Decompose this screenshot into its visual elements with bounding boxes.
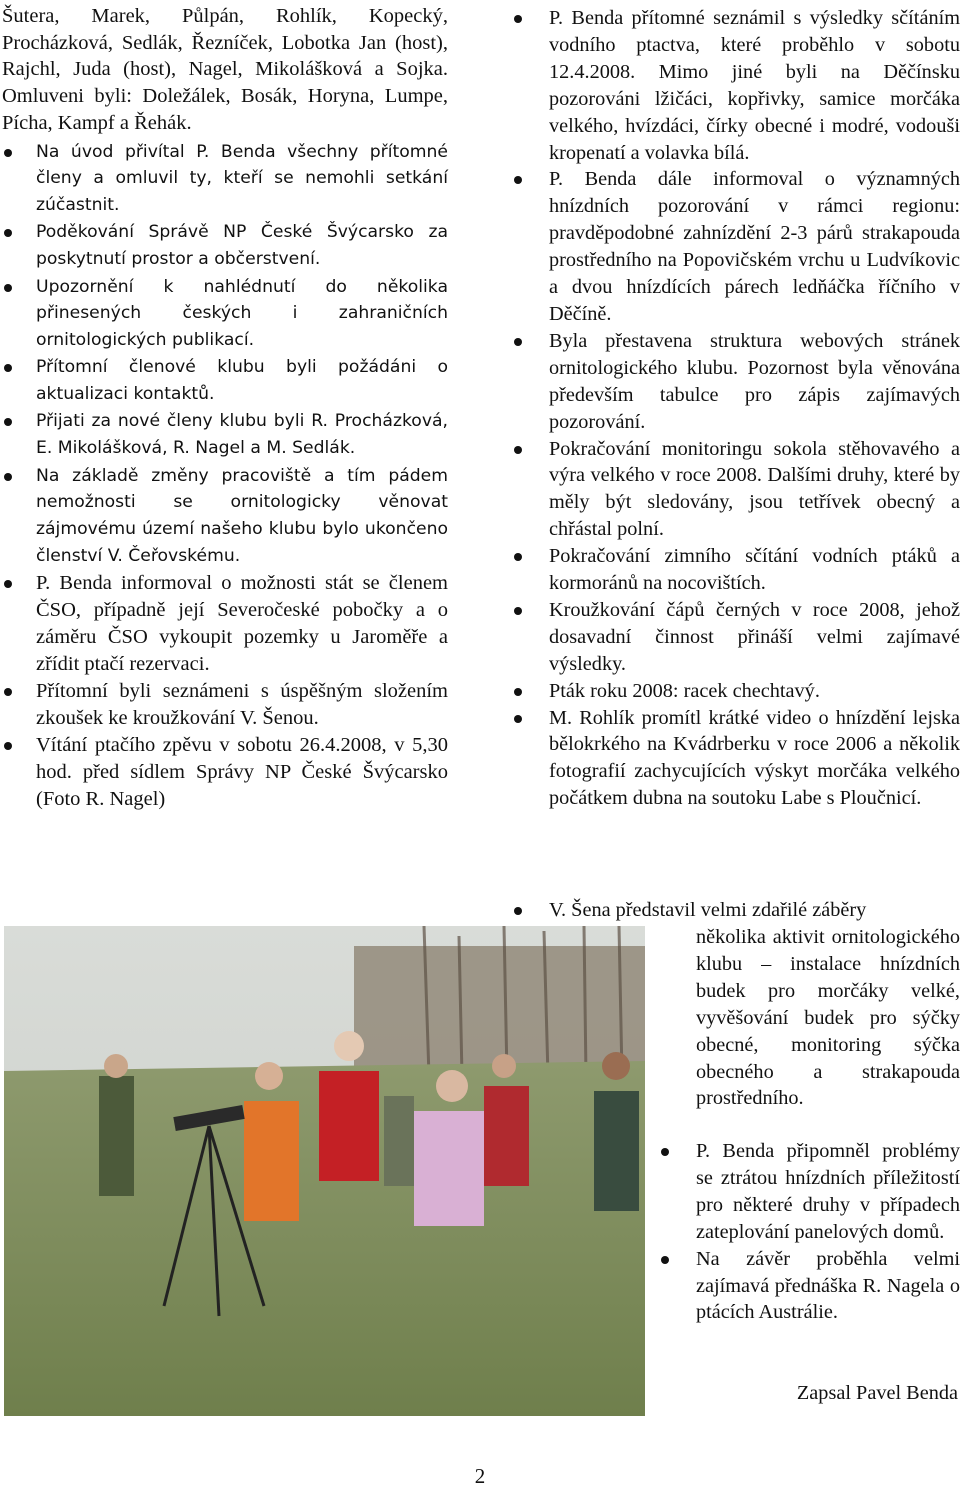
bullet-icon	[514, 176, 522, 184]
list-item: Na závěr proběhla velmi zajímavá přednáška R. Nagela o ptácích Austrálie.	[660, 1246, 960, 1327]
list-item: Kroužkování čápů černých v roce 2008, jehož dosavadní činnost přináší velmi zajímavé výsledky.	[513, 597, 960, 678]
right-bullet-list-3	[660, 1138, 960, 1326]
bullet-icon	[4, 473, 12, 481]
bullet-icon	[514, 715, 522, 723]
bullet-icon	[4, 229, 12, 237]
left-column	[2, 3, 448, 813]
bullet-icon	[4, 688, 12, 696]
list-item: P. Benda přítomné seznámil s výsledky sčítáním vodního ptactva, které proběhlo v sobotu 12.4.2008. Mimo jiné byli na Děčínsku pozorováni lžičáci, kopřivky, samice morčáka velkého, hvízdáci, čírky obecné i modré, vodouši kropenatí a volavka bílá.	[513, 5, 960, 166]
list-item: Přijati za nové členy klubu byli R. Procházková, E. Mikolášková, R. Nagel a M. Sedlák.	[2, 408, 448, 462]
list-item: Pokračování zimního sčítání vodních ptáků a kormoránů na nocovištích.	[513, 543, 960, 597]
bullet-icon	[514, 338, 522, 346]
bullet-icon	[4, 742, 12, 750]
list-item: V. Šena představil velmi zdařilé záběry	[513, 897, 960, 924]
signature-line: Zapsal Pavel Benda	[796, 1382, 958, 1404]
right-bullet-list-2	[513, 897, 960, 924]
bullet-icon	[4, 364, 12, 372]
list-item: Na základě změny pracoviště a tím pádem nemožnosti se ornitologicky věnovat zájmovému území našeho klubu bylo ukončeno členství V. Čeřovskému.	[2, 463, 448, 570]
attendance-paragraph: Šutera, Marek, Půlpán, Rohlík, Kopecký, Procházková, Sedlák, Řezníček, Lobotka Jan (host), Rajchl, Juda (host), Nagel, Mikolášková a Sojka. Omluveni byli: Doležálek, Bosák, Horyna, Lumpe, Pícha, Kampf a Řehák.	[2, 5, 448, 134]
right-bullet-list	[513, 5, 960, 812]
bullet-icon	[514, 446, 522, 454]
bullet-icon	[4, 418, 12, 426]
list-item: M. Rohlík promítl krátké video o hnízdění lejska bělokrkého na Kvádrberku v roce 2006 a několik fotografií zachycujících výskyt morčáka velkého počátkem dubna na soutoku Labe s Ploučnicí.	[513, 705, 960, 813]
list-item: P. Benda dále informoval o významných hnízdních pozorování v rámci regionu: pravděpodobné zahnízdění 2-3 párů strakapouda prostředního na Popovičském vrchu u Ludvíkovic a dvou hnízdících párech ledňáčka říčního v Děčíně.	[513, 166, 960, 327]
bullet-icon	[4, 284, 12, 292]
group-photo	[4, 926, 645, 1416]
bullet-icon	[514, 688, 522, 696]
right-column	[513, 5, 960, 812]
list-item: Pták roku 2008: racek chechtavý.	[513, 678, 960, 705]
bullet-icon	[514, 907, 522, 915]
list-item: Přítomní členové klubu byli požádáni o aktualizaci kontaktů.	[2, 354, 448, 408]
list-item: P. Benda připomněl problémy se ztrátou hnízdních příležitostí pro některé druhy v případech zateplování panelových domů.	[660, 1138, 960, 1246]
left-bullet-list	[2, 139, 448, 813]
bullet-icon	[514, 553, 522, 561]
bullet-icon	[661, 1148, 669, 1156]
bullet-icon	[661, 1256, 669, 1264]
sena-item-continuation: několika aktivit ornitologického klubu – instalace hnízdních budek pro morčáky velké, vyvěšování budek pro sýčky obecné, monitoring sýčka obecného a strakapouda prostředního.	[696, 926, 960, 1110]
list-item: Poděkování Správě NP České Švýcarsko za poskytnutí prostor a občerstvení.	[2, 219, 448, 273]
list-item: P. Benda informoval o možnosti stát se členem ČSO, případně její Severočeské pobočky a o záměru ČSO vykoupit pozemky u Jaroměře a zřídit ptačí rezervaci.	[2, 570, 448, 677]
list-item: Na úvod přivítal P. Benda všechny přítomné členy a omluvil ty, kteří se nemohli setkání zúčastnit.	[2, 139, 448, 219]
list-item: Pokračování monitoringu sokola stěhovavého a výra velkého v roce 2008. Dalšími druhy, které by měly být sledovány, jsou tetřívek obecný a chřástal polní.	[513, 436, 960, 544]
bullet-icon	[514, 15, 522, 23]
bullet-icon	[4, 580, 12, 588]
list-item: Vítání ptačího zpěvu v sobotu 26.4.2008, v 5,30 hod. před sídlem Správy NP České Švýcarsko (Foto R. Nagel)	[2, 732, 448, 812]
page-number: 2	[474, 1464, 486, 1488]
list-item: Upozornění k nahlédnutí do několika přinesených českých i zahraničních ornitologických publikací.	[2, 274, 448, 354]
sena-item	[513, 897, 960, 924]
right-column-lower	[660, 1138, 960, 1326]
list-item: Přítomní byli seznámeni s úspěšným složením zkoušek ke kroužkování V. Šenou.	[2, 678, 448, 732]
birdwatchers-photo-illustration	[4, 926, 645, 1416]
list-item: Byla přestavena struktura webových stránek ornitologického klubu. Pozornost byla věnována především tabulce pro zápis zajímavých pozorování.	[513, 328, 960, 436]
bullet-icon	[4, 149, 12, 157]
bullet-icon	[514, 607, 522, 615]
